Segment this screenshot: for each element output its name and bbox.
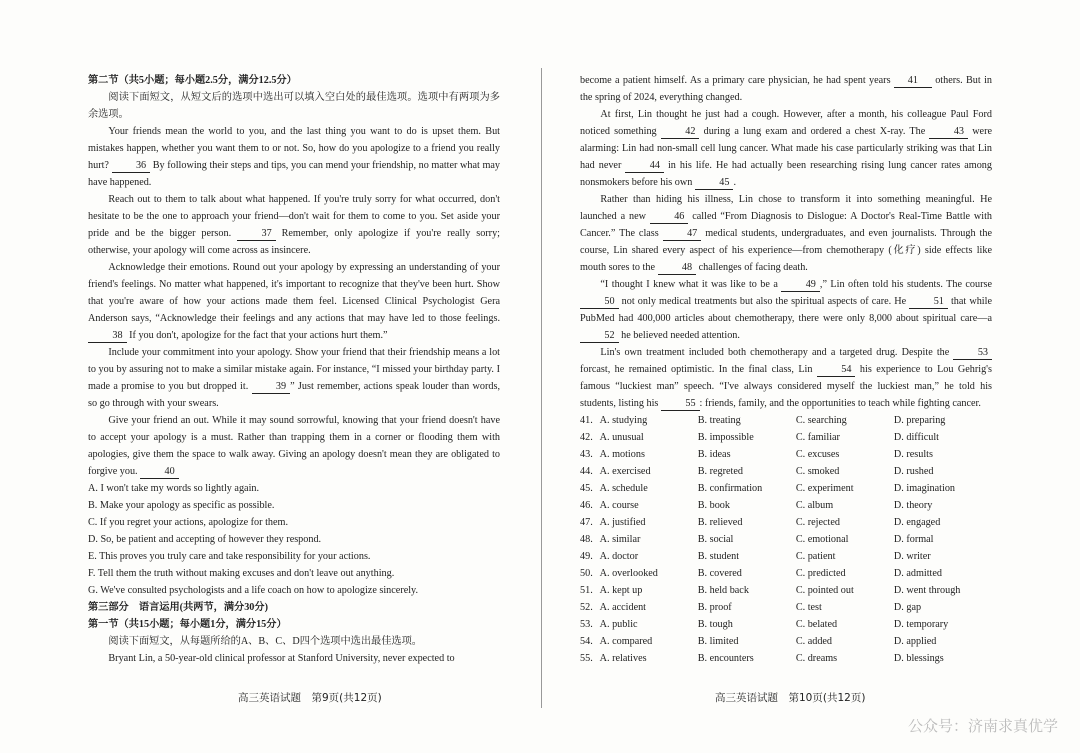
option-choice: D. applied: [893, 636, 937, 647]
option-choice: B. student: [697, 551, 740, 562]
blank-number: 53: [953, 347, 992, 360]
blank-number: 36: [112, 160, 151, 173]
blank-number: 42: [661, 126, 700, 139]
question-number: 47.: [580, 517, 593, 528]
option-choice: C. belated: [795, 619, 838, 630]
blank-number: 46: [650, 211, 689, 224]
blank-number: 37: [237, 228, 276, 241]
question-number: 46.: [580, 500, 593, 511]
option-choice: B. proof: [697, 602, 732, 613]
option-choice: D. preparing: [893, 415, 946, 426]
option-choice: B. encounters: [697, 653, 754, 664]
option-choice: B. regreted: [697, 466, 743, 477]
question-number: 41.: [580, 415, 593, 426]
option-choice: B. limited: [697, 636, 739, 647]
passage: [88, 123, 500, 480]
option-row: [580, 565, 992, 582]
section-heading: 第二节（共5小题；每小题2.5分，满分12.5分）: [88, 75, 297, 86]
option-choice: C. familiar: [795, 432, 840, 443]
option-row: [580, 480, 992, 497]
blank-number: 48: [658, 262, 697, 275]
question-number: 44.: [580, 466, 593, 477]
blank-number: 43: [929, 126, 968, 139]
option-choice: B. treating: [697, 415, 741, 426]
option-choice: C. pointed out: [795, 585, 854, 596]
choice-item: E. This proves you truly care and take responsibility for your actions.: [88, 551, 371, 562]
question-number: 50.: [580, 568, 593, 579]
option-choice: B. covered: [697, 568, 742, 579]
watermark: 公众号：济南求真优学: [907, 717, 1058, 735]
option-choice: B. impossible: [697, 432, 754, 443]
option-choice: A. schedule: [599, 483, 648, 494]
paragraph: Acknowledge their emotions. Round out your apology by expressing an understanding of your friend's feelings. No matter what happened, it's important to recognize that they've been hurt. Show that you're aware of how your actions made them feel. Licensed Clinical Psychologist Gera Anderson says, “Acknowledge their feelings and any actions that may have led to those feelings. 38 If you don't, apologize for the fact that your actions hurt them.”: [88, 262, 500, 341]
option-choice: A. kept up: [599, 585, 643, 596]
left-column: [88, 72, 500, 667]
option-choice: B. relieved: [697, 517, 743, 528]
option-choice: B. confirmation: [697, 483, 763, 494]
option-row: [580, 497, 992, 514]
option-choice: C. test: [795, 602, 822, 613]
instructions: 阅读下面短文，从短文后的选项中选出可以填入空白处的最佳选项。选项中有两项为多余选项。: [88, 92, 500, 120]
blank-number: 49: [781, 279, 820, 292]
option-row: [580, 633, 992, 650]
paragraph: become a patient himself. As a primary care physician, he had spent years 41 others. But in the spring of 2024, everything changed.: [580, 75, 992, 103]
question-number: 52.: [580, 602, 593, 613]
option-choice: D. went through: [893, 585, 961, 596]
blank-number: 54: [817, 364, 856, 377]
question-number: 43.: [580, 449, 593, 460]
option-choice: A. unusual: [599, 432, 644, 443]
choice-item: F. Tell them the truth without making excuses and don't leave out anything.: [88, 568, 395, 579]
option-row: [580, 531, 992, 548]
option-choice: C. predicted: [795, 568, 846, 579]
blank-number: 40: [140, 466, 179, 479]
paragraph: Rather than hiding his illness, Lin chose to transform it into something meaningful. He launched a new 46 called “From Diagnosis to Dislogue: A Doctor's Real-Time Battle with Cancer.” The class 47 medical students, undergraduates, and even journalists. Through the course, Lin shared every aspect of his experience—from chemotherapy (化疗) side effects like mouth sores to the 48 challenges of facing death.: [580, 194, 993, 273]
question-number: 48.: [580, 534, 593, 545]
blank-number: 50: [580, 296, 619, 309]
right-column: [580, 72, 992, 667]
option-choice: C. experiment: [795, 483, 854, 494]
option-choice: A. public: [599, 619, 638, 630]
blank-number: 41: [894, 75, 932, 88]
option-choice: B. tough: [697, 619, 733, 630]
page-footer-left: 高三英语试题 第9页(共12页): [238, 692, 382, 704]
option-choice: D. gap: [893, 602, 922, 613]
option-choice: B. book: [697, 500, 730, 511]
option-row: [580, 650, 992, 667]
option-choice: A. exercised: [599, 466, 651, 477]
option-choice: C. searching: [795, 415, 847, 426]
question-number: 51.: [580, 585, 593, 596]
blank-number: 47: [663, 228, 702, 241]
choice-item: D. So, be patient and accepting of however they respond.: [88, 534, 322, 545]
option-choice: D. difficult: [893, 432, 939, 443]
paragraph: Include your commitment into your apology. Show your friend that their friendship means a lot to you by assuring not to make a similar mistake again. For instance, “I missed your birthday party. I made a promise to you but dropped it. 39 ” Just remember, actions speak louder than words, so go through with your swears.: [88, 347, 501, 409]
cloze-passage: [580, 72, 992, 412]
option-choice: A. similar: [599, 534, 641, 545]
part3-section1: 第一节（共15小题；每小题1分，满分15分）: [88, 619, 287, 630]
option-choice: C. patient: [795, 551, 836, 562]
options-table: [580, 412, 992, 667]
part3-first-line: Bryant Lin, a 50-year-old clinical professor at Stanford University, never expected to: [108, 653, 455, 664]
option-choice: C. added: [795, 636, 833, 647]
option-choice: D. results: [893, 449, 933, 460]
option-choice: D. blessings: [893, 653, 944, 664]
paragraph: Reach out to them to talk about what happened. If you're truly sorry for what occurred, don't hesitate to be the one to approach your friend—don't wait for them to come to you. Set aside your pride and be the bigger person. 37 Remember, only apologize if you're really sorry; otherwise, your apology will come across as insincere.: [88, 194, 500, 256]
page-footer-right: 高三英语试题 第10页(共12页): [715, 692, 866, 704]
option-choice: C. emotional: [795, 534, 849, 545]
question-number: 45.: [580, 483, 593, 494]
option-choice: D. writer: [893, 551, 931, 562]
option-row: [580, 548, 992, 565]
choice-item: C. If you regret your actions, apologize for them.: [88, 517, 289, 528]
option-row: [580, 446, 992, 463]
choice-item: G. We've consulted psychologists and a life coach on how to apologize sincerely.: [88, 585, 419, 596]
question-number: 42.: [580, 432, 593, 443]
option-choice: D. temporary: [893, 619, 949, 630]
option-choice: C. excuses: [795, 449, 840, 460]
option-choice: D. theory: [893, 500, 933, 511]
option-row: [580, 429, 992, 446]
option-choice: A. studying: [599, 415, 648, 426]
option-choice: D. engaged: [893, 517, 941, 528]
paragraph: At first, Lin thought he just had a cough. However, after a month, his colleague Paul Ford noticed something 42 during a lung exam and ordered a chest X-ray. The 43 were alarming: Lin had non-small cell lung cancer. What made his case particularly striking was that Lin had never 44 in his life. He had actually been researching rising lung cancer rates among nonsmokers before his own 45 .: [580, 109, 992, 188]
option-choice: A. relatives: [599, 653, 647, 664]
option-choice: D. formal: [893, 534, 934, 545]
blank-number: 45: [695, 177, 734, 190]
option-choice: B. ideas: [697, 449, 731, 460]
option-choice: C. album: [795, 500, 834, 511]
option-row: [580, 599, 992, 616]
blank-number: 39: [252, 381, 291, 394]
option-choice: B. social: [697, 534, 734, 545]
option-choice: A. compared: [599, 636, 653, 647]
column-divider: [541, 68, 542, 708]
option-choice: A. justified: [599, 517, 646, 528]
choice-list: [88, 480, 500, 599]
option-choice: C. dreams: [795, 653, 838, 664]
option-choice: D. imagination: [893, 483, 956, 494]
paragraph: Give your friend an out. While it may sound sorrowful, knowing that your friend doesn't have to accept your apology is a must. Rather than trapping them in a corner or flooding them with apologies, give them the space to walk away. Giving an apology doesn't mean they are obligated to forgive you. 40: [88, 415, 500, 477]
paragraph: Lin's own treatment included both chemotherapy and a targeted drug. Despite the 53 forcast, he remained optimistic. In the final class, Lin 54 his experience to Lou Gehrig's famous “luckiest man” speech. “I've always considered myself the luckiest man,” he told his students, listing his 55 : friends, family, and the opportunities to teach while fighting cancer.: [580, 347, 992, 409]
option-choice: C. rejected: [795, 517, 840, 528]
option-choice: D. rushed: [893, 466, 934, 477]
paragraph: Your friends mean the world to you, and the last thing you want to do is upset them. But mistakes happen, whether you want them to or not. So, how do you apologize to a friend you really hurt? 36 By following their steps and tips, you can mend your friendship, no matter what may have happened.: [88, 126, 500, 188]
option-choice: A. overlooked: [599, 568, 658, 579]
option-choice: D. admitted: [893, 568, 943, 579]
option-choice: A. course: [599, 500, 639, 511]
option-choice: A. motions: [599, 449, 645, 460]
choice-item: A. I won't take my words so lightly again.: [88, 483, 260, 494]
option-row: [580, 616, 992, 633]
question-number: 54.: [580, 636, 593, 647]
option-choice: A. doctor: [599, 551, 639, 562]
blank-number: 51: [909, 296, 948, 309]
option-choice: C. smoked: [795, 466, 840, 477]
part3-instructions: 阅读下面短文，从每题所给的A、B、C、D四个选项中选出最佳选项。: [108, 636, 422, 647]
option-row: [580, 463, 992, 480]
blank-number: 55: [661, 398, 700, 411]
question-number: 49.: [580, 551, 593, 562]
choice-item: B. Make your apology as specific as possible.: [88, 500, 275, 511]
paragraph: “I thought I knew what it was like to be a 49 ,” Lin often told his students. The course 50 not only medical treatments but also the spiritual aspects of care. He 51 that while PubMed had 400,000 articles about chemotherapy, there were only 8,000 about spiritual care—a 52 he believed needed attention.: [580, 279, 992, 341]
option-row: [580, 412, 992, 429]
question-number: 55.: [580, 653, 593, 664]
option-choice: B. held back: [697, 585, 749, 596]
question-number: 53.: [580, 619, 593, 630]
blank-number: 38: [88, 330, 127, 343]
option-row: [580, 582, 992, 599]
blank-number: 52: [580, 330, 619, 343]
blank-number: 44: [625, 160, 664, 173]
option-row: [580, 514, 992, 531]
option-choice: A. accident: [599, 602, 647, 613]
part3-heading: 第三部分 语言运用(共两节，满分30分): [88, 602, 268, 613]
